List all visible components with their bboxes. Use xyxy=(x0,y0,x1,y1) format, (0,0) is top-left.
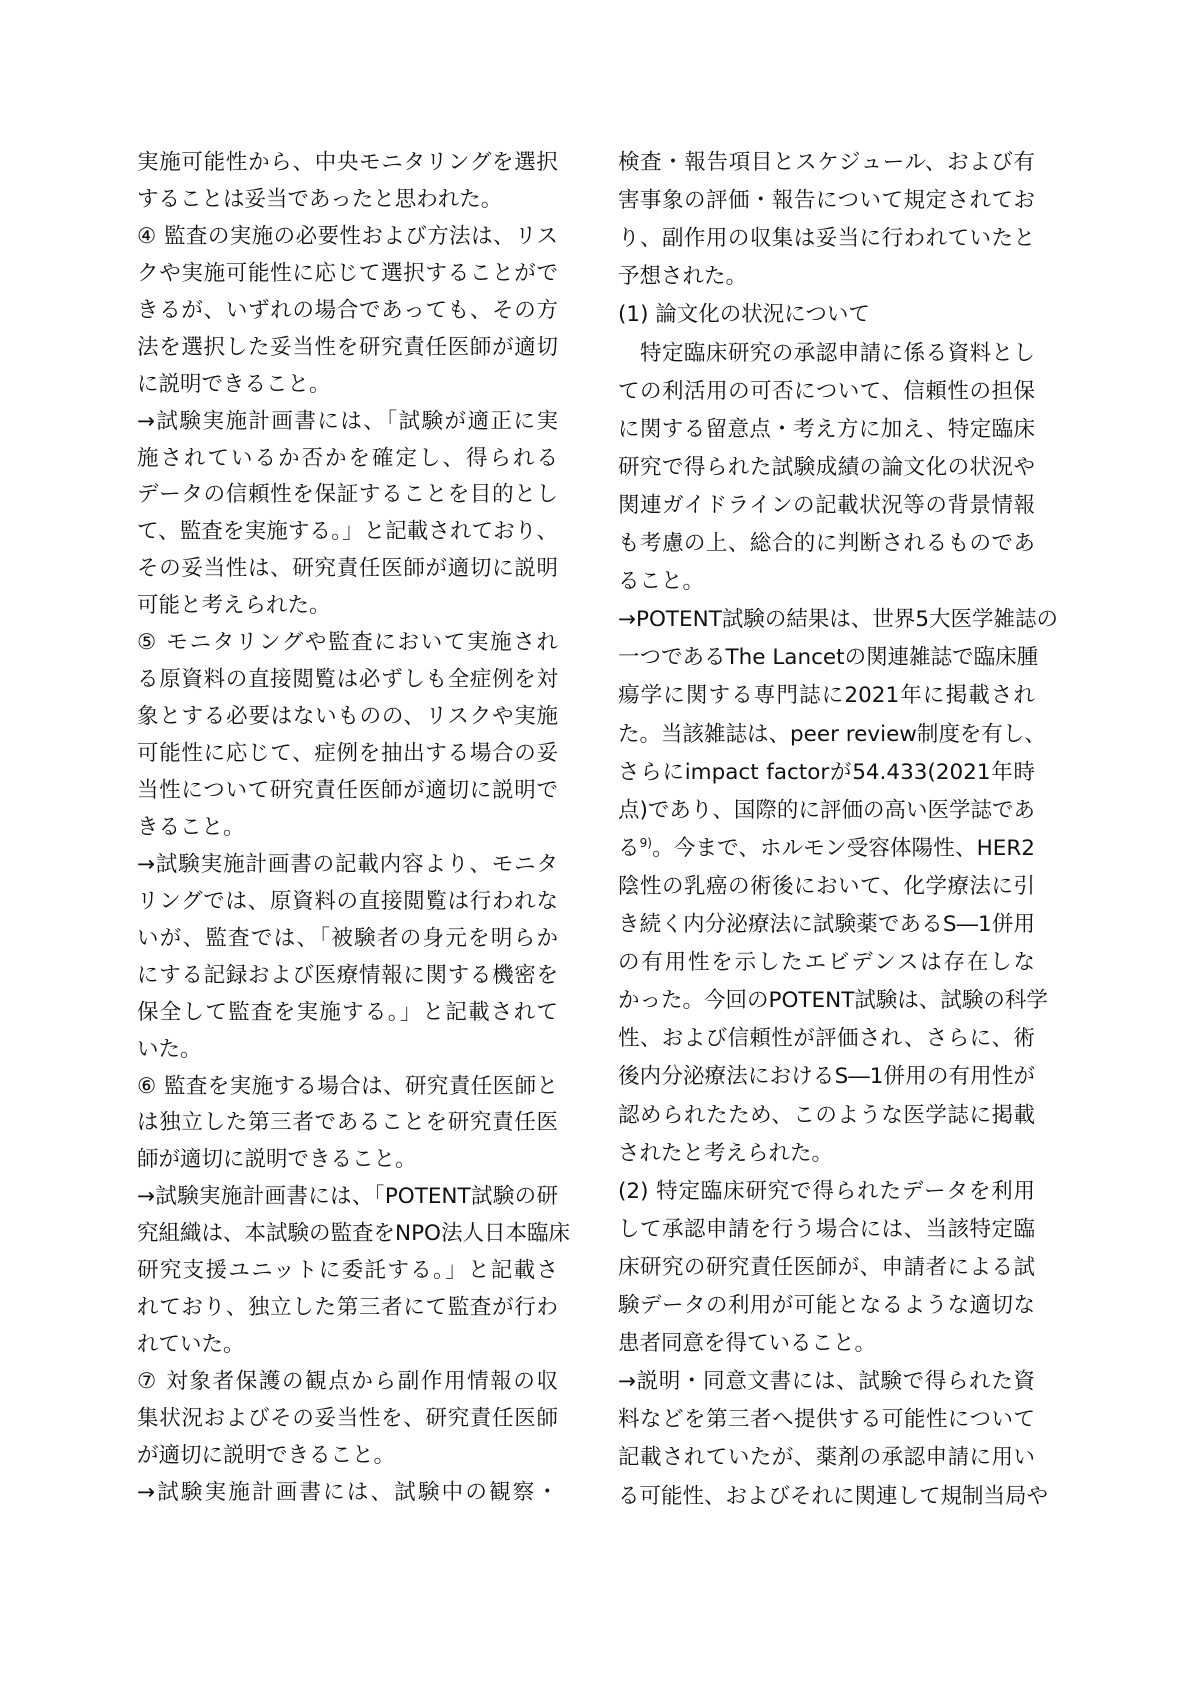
line-text: かった。今回のPOTENT試験は、試験の科学 xyxy=(618,988,1048,1014)
line-text: (2) 特定臨床研究で得られたデータを利用 xyxy=(618,1178,1035,1204)
text-line xyxy=(618,1329,1035,1359)
text-line xyxy=(137,296,558,326)
text-line xyxy=(618,758,1035,788)
text-line xyxy=(137,259,558,289)
text-line xyxy=(137,1145,558,1175)
line-text: れていた。 xyxy=(137,1332,245,1358)
line-text: →試験実施計画書には、試験中の観察・ xyxy=(137,1479,558,1505)
text-line xyxy=(137,739,558,769)
text-line xyxy=(618,148,1035,178)
text-line xyxy=(618,1062,1035,1092)
text-line xyxy=(618,834,1035,864)
line-text: 陰性の乳癌の術後において、化学療法に引 xyxy=(618,873,1035,899)
line-text: ④ 監査の実施の必要性および方法は、リス xyxy=(137,223,558,249)
text-line xyxy=(137,665,558,695)
text-line xyxy=(618,529,1035,559)
text-line xyxy=(618,1253,1035,1283)
line-text: リングでは、原資料の直接閲覧は行われな xyxy=(137,888,558,914)
text-line xyxy=(137,887,558,917)
line-text: は独立した第三者であることを研究責任医 xyxy=(137,1110,558,1136)
line-text: が適切に説明できること。 xyxy=(137,1442,396,1468)
line-text: 験データの利用が可能となるような適切な xyxy=(618,1293,1035,1318)
text-line xyxy=(137,1219,570,1249)
line-text: →試験実施計画書の記載内容より、モニタ xyxy=(137,851,558,877)
text-line xyxy=(618,1101,1035,1131)
line-text: 可能性に応じて、症例を抽出する場合の妥 xyxy=(137,741,558,767)
text-line xyxy=(618,1482,1049,1512)
line-text: いた。 xyxy=(137,1036,202,1062)
text-line xyxy=(137,333,558,363)
line-text: きること。 xyxy=(137,814,245,840)
line-text: に説明できること。 xyxy=(137,371,331,397)
line-text: 予想された。 xyxy=(618,264,748,290)
line-text: 検査・報告項目とスケジュール、および有 xyxy=(618,150,1035,175)
text-line xyxy=(137,1072,558,1102)
line-text: れており、独立した第三者にて監査が行わ xyxy=(137,1295,558,1321)
text-line xyxy=(618,1367,1035,1397)
text-line xyxy=(618,681,1035,711)
line-text: 床研究の研究責任医師が、申請者による試 xyxy=(618,1254,1035,1280)
line-text: 瘍学に関する専門誌に2021年に掲載され xyxy=(618,683,1035,709)
line-text: されたと考えられた。 xyxy=(618,1140,834,1166)
text-line xyxy=(618,1405,1035,1435)
line-text: 点)であり、国際的に評価の高い医学誌であ xyxy=(618,797,1035,823)
line-text: る可能性、およびそれに関連して規制当局や xyxy=(618,1483,1049,1509)
text-line xyxy=(618,796,1035,826)
line-text: その妥当性は、研究責任医師が適切に説明 xyxy=(137,556,558,582)
line-text: 研究支援ユニットに委託する。」と記載さ xyxy=(137,1258,558,1284)
text-line xyxy=(137,1441,558,1471)
line-text: に関する留意点・考え方に加え、特定臨床 xyxy=(618,416,1035,442)
line-text-continued: 。今まで、ホルモン受容体陽性、HER2 xyxy=(652,835,1035,861)
text-line xyxy=(137,628,558,658)
line-text: にする記録および医療情報に関する機密を xyxy=(137,962,558,988)
line-text: きるが、いずれの場合であっても、その方 xyxy=(137,297,558,323)
text-line xyxy=(137,480,558,510)
text-line xyxy=(137,1182,558,1212)
line-text: 究組織は、本試験の監査をNPO法人日本臨床 xyxy=(137,1221,570,1247)
text-line xyxy=(137,148,558,178)
text-line xyxy=(137,222,558,252)
text-line xyxy=(137,517,558,547)
line-text: て、監査を実施する。」と記載されており、 xyxy=(137,519,558,545)
text-line xyxy=(137,1478,558,1508)
text-line xyxy=(618,1139,1035,1169)
line-text: (1) 論文化の状況について xyxy=(618,302,870,328)
line-text: 師が適切に説明できること。 xyxy=(137,1147,417,1173)
text-line xyxy=(137,554,558,584)
text-line xyxy=(137,1108,558,1138)
line-text: ての利活用の可否について、信頼性の担保 xyxy=(618,378,1035,404)
text-line xyxy=(618,643,1039,673)
line-text: 当性について研究責任医師が適切に説明で xyxy=(137,777,558,803)
text-line xyxy=(618,910,1035,940)
text-line xyxy=(618,1215,1035,1245)
text-line xyxy=(137,813,558,843)
line-text: る原資料の直接閲覧は必ずしも全症例を対 xyxy=(137,667,558,693)
text-line xyxy=(618,491,1035,521)
line-text: 一つであるThe Lancetの関連雑誌で臨床腫 xyxy=(618,645,1039,671)
line-text: 患者同意を得ていること。 xyxy=(618,1331,877,1357)
text-line xyxy=(137,1404,558,1434)
text-line xyxy=(137,185,558,215)
line-text: クや実施可能性に応じて選択することがで xyxy=(137,260,558,286)
text-line xyxy=(618,986,1048,1016)
line-text: 認められたため、このような医学誌に掲載 xyxy=(618,1102,1035,1128)
text-line xyxy=(618,224,1035,254)
line-text: も考慮の上、総合的に判断されるものであ xyxy=(618,531,1035,556)
text-line xyxy=(618,605,1059,635)
text-line xyxy=(618,1024,1035,1054)
line-text: の有用性を示したエビデンスは存在しな xyxy=(618,950,1035,976)
line-text: き続く内分泌療法に試験薬であるS―1併用 xyxy=(618,912,1035,937)
line-text: 保全して監査を実施する。」と記載されて xyxy=(137,999,558,1025)
text-line xyxy=(137,591,558,621)
text-line xyxy=(137,850,558,880)
line-text: 法を選択した妥当性を研究責任医師が適切 xyxy=(137,334,558,360)
text-line xyxy=(618,377,1035,407)
text-line xyxy=(137,924,558,954)
text-line xyxy=(618,262,1035,292)
line-text: いが、監査では、「被験者の身元を明らか xyxy=(137,925,558,951)
text-line xyxy=(618,453,1035,483)
text-line xyxy=(137,407,558,437)
line-text: 研究で得られた試験成績の論文化の状況や xyxy=(618,454,1035,480)
text-line xyxy=(618,1291,1035,1321)
line-text: 施されているか否かを確定し、得られる xyxy=(137,445,558,471)
text-line xyxy=(618,1443,1035,1473)
line-text: る xyxy=(618,835,640,861)
line-text: 実施可能性から、中央モニタリングを選択 xyxy=(137,150,558,175)
text-line xyxy=(618,300,1035,330)
citation-reference: 9) xyxy=(639,835,652,850)
line-text: して承認申請を行う場合には、当該特定臨 xyxy=(618,1216,1035,1242)
line-text: →POTENT試験の結果は、世界5大医学雑誌の xyxy=(618,607,1059,633)
line-text: →説明・同意文書には、試験で得られた資 xyxy=(618,1369,1035,1395)
text-line xyxy=(618,339,1035,369)
line-text: り、副作用の収集は妥当に行われていたと xyxy=(618,226,1035,252)
text-line xyxy=(137,998,558,1028)
text-line xyxy=(137,961,558,991)
line-text: 集状況およびその妥当性を、研究責任医師 xyxy=(137,1405,558,1431)
text-line xyxy=(137,1367,558,1397)
line-text: 記載されていたが、薬剤の承認申請に用い xyxy=(618,1445,1035,1471)
text-line xyxy=(618,948,1035,978)
line-text: さらにimpact factorが54.433(2021年時 xyxy=(618,759,1035,785)
text-line xyxy=(618,186,1035,216)
line-text: ⑤ モニタリングや監査において実施され xyxy=(137,630,558,656)
line-text: 特定臨床研究の承認申請に係る資料とし xyxy=(618,340,1035,366)
line-text: 可能と考えられた。 xyxy=(137,593,331,619)
line-text: ⑦ 対象者保護の観点から副作用情報の収 xyxy=(137,1369,558,1395)
text-line xyxy=(618,1177,1035,1207)
text-line xyxy=(618,567,1035,597)
text-line xyxy=(137,370,558,400)
text-line xyxy=(137,1293,558,1323)
text-line xyxy=(137,1330,558,1360)
text-line xyxy=(137,444,558,474)
line-text: →試験実施計画書には、「試験が適正に実 xyxy=(137,408,558,434)
text-line xyxy=(137,1256,558,1286)
line-text: 料などを第三者へ提供する可能性について xyxy=(618,1407,1035,1433)
line-text: ること。 xyxy=(618,569,705,595)
line-text: することは妥当であったと思われた。 xyxy=(137,186,503,212)
line-text: データの信頼性を保証することを目的とし xyxy=(137,482,558,508)
text-line xyxy=(618,720,1046,750)
text-line xyxy=(137,776,558,806)
text-line xyxy=(137,702,558,732)
text-line xyxy=(618,872,1035,902)
line-text: 害事象の評価・報告について規定されてお xyxy=(618,188,1035,214)
line-text: 後内分泌療法におけるS―1併用の有用性が xyxy=(618,1064,1035,1090)
text-line xyxy=(137,1035,558,1065)
line-text: 象とする必要はないものの、リスクや実施 xyxy=(137,704,558,730)
line-text: た。当該雑誌は、peer review制度を有し、 xyxy=(618,721,1046,747)
text-line xyxy=(618,415,1035,445)
line-text: 関連ガイドラインの記載状況等の背景情報 xyxy=(618,492,1035,518)
line-text: →試験実施計画書には、「POTENT試験の研 xyxy=(137,1184,558,1210)
line-text: ⑥ 監査を実施する場合は、研究責任医師と xyxy=(137,1073,558,1099)
line-text: 性、および信頼性が評価され、さらに、術 xyxy=(618,1026,1035,1052)
